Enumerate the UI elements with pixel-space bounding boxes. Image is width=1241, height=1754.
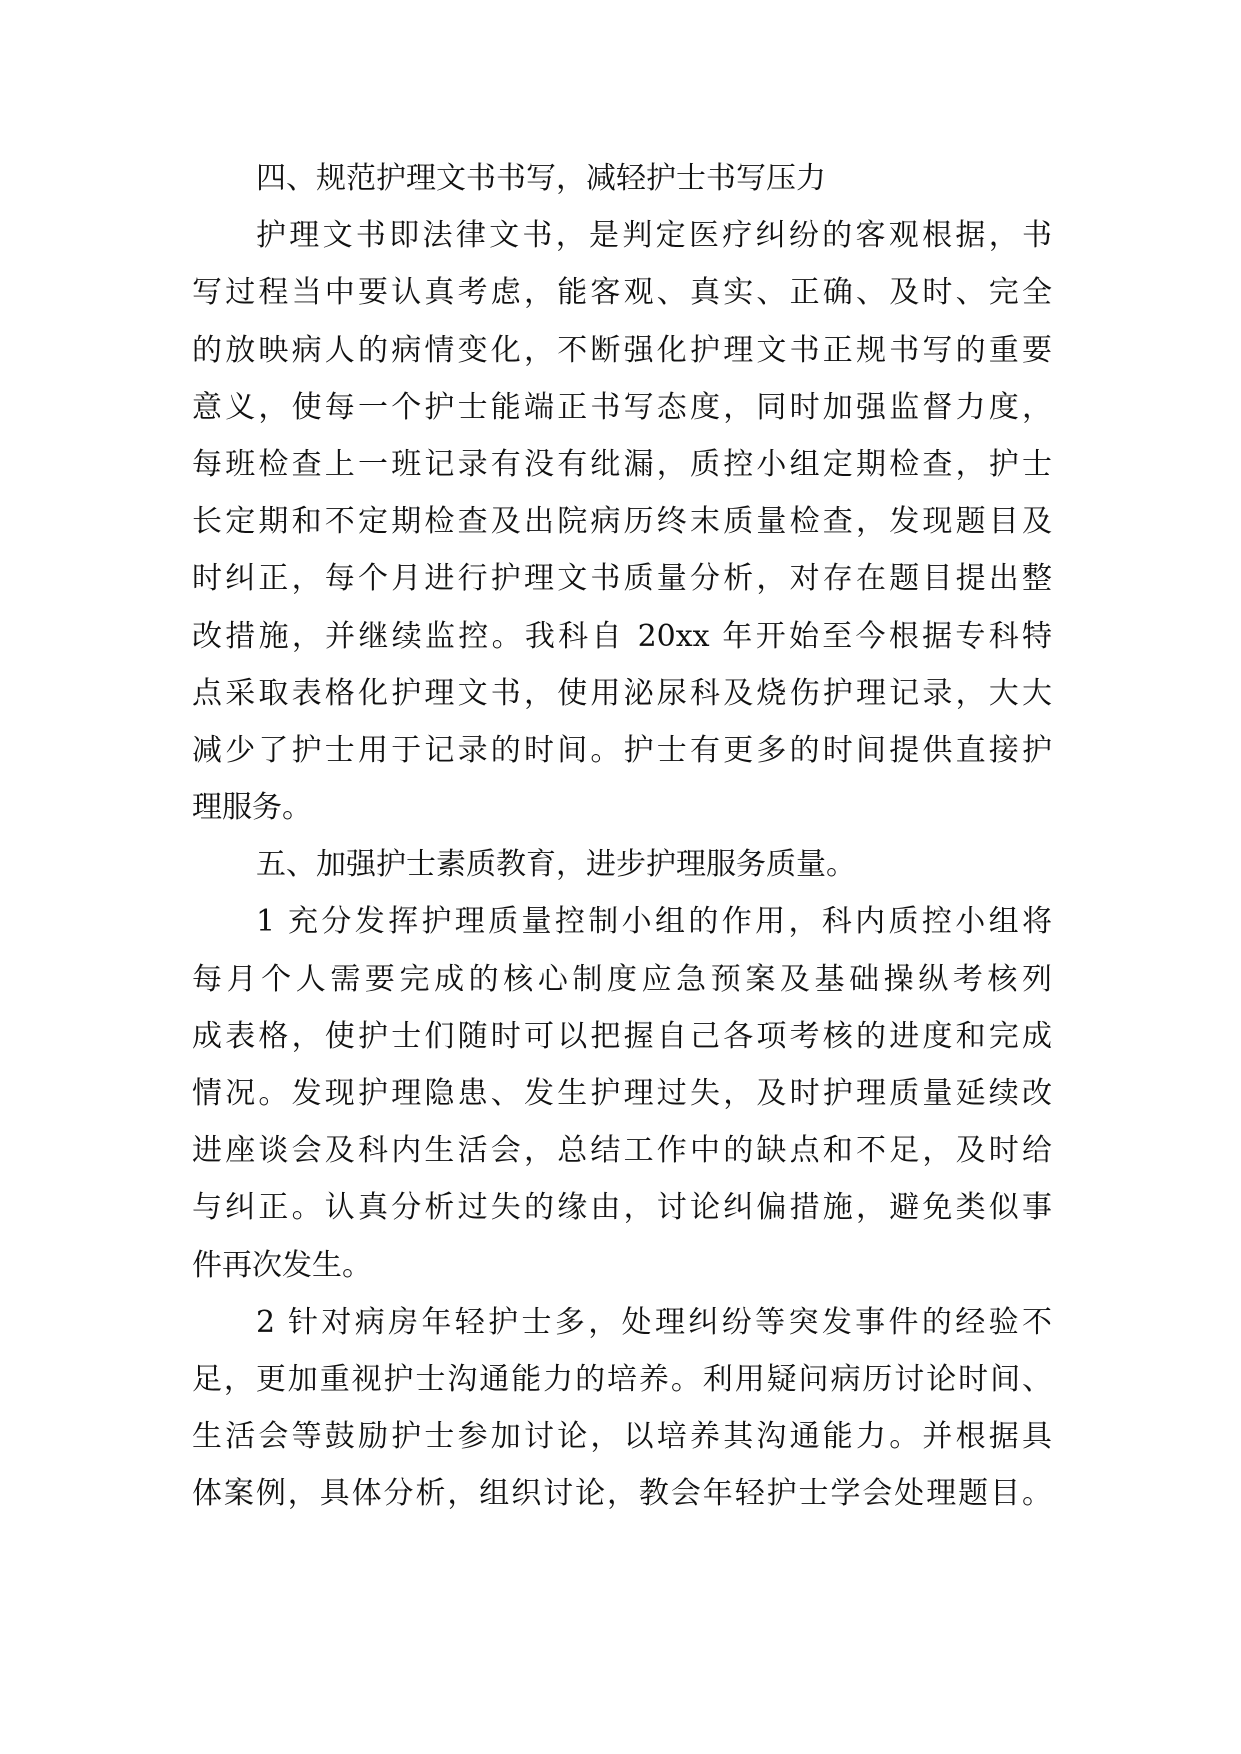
text-line: 生活会等鼓励护士参加讨论，以培养其沟通能力。并根据具 [192, 1419, 1052, 1455]
text-line: 情况。发现护理隐患、发生护理过失，及时护理质量延续改 [192, 1076, 1052, 1111]
text-line: 2 针对病房年轻护士多，处理纠纷等突发事件的经验不 [256, 1304, 1052, 1340]
text-line: 长定期和不定期检查及出院病历终末质量检查，发现题目及 [192, 504, 1052, 540]
text-line: 足，更加重视护士沟通能力的培养。利用疑问病历讨论时间、 [192, 1361, 1052, 1397]
text-line: 的放映病人的病情变化，不断强化护理文书正规书写的重要 [192, 332, 1052, 368]
text-line: 时纠正，每个月进行护理文书质量分析，对存在题目提出整 [192, 561, 1052, 597]
section-heading: 四、规范护理文书书写，减轻护士书写压力 [256, 161, 826, 196]
text-line: 理服务。 [192, 790, 312, 826]
text-line: 减少了护士用于记录的时间。护士有更多的时间提供直接护 [192, 732, 1052, 768]
text-line: 每月个人需要完成的核心制度应急预案及基础操纵考核列 [192, 961, 1052, 997]
document-body [192, 150, 1052, 1523]
text-line: 每班检查上一班记录有没有纰漏，质控小组定期检查，护士 [192, 446, 1052, 482]
text-line: 体案例，具体分析，组织讨论，教会年轻护士学会处理题目。 [192, 1476, 1052, 1512]
text-line: 意义，使每一个护士能端正书写态度，同时加强监督力度， [192, 389, 1052, 425]
text-line: 件再次发生。 [192, 1247, 372, 1283]
text-line: 进座谈会及科内生活会，总结工作中的缺点和不足，及时给 [192, 1133, 1052, 1169]
text-line: 护理文书即法律文书，是判定医疗纠纷的客观根据，书 [256, 218, 1052, 254]
text-line: 与纠正。认真分析过失的缘由，讨论纠偏措施，避免类似事 [192, 1190, 1052, 1226]
text-line: 写过程当中要认真考虑，能客观、真实、正确、及时、完全 [192, 275, 1052, 311]
section-heading: 五、加强护士素质教育，进步护理服务质量。 [256, 847, 856, 883]
text-line: 1 充分发挥护理质量控制小组的作用，科内质控小组将 [256, 904, 1052, 940]
text-line: 成表格，使护士们随时可以把握自己各项考核的进度和完成 [192, 1018, 1052, 1054]
text-line: 改措施，并继续监控。我科自 20xx 年开始至今根据专科特 [192, 618, 1052, 654]
text-line: 点采取表格化护理文书，使用泌尿科及烧伤护理记录，大大 [192, 675, 1052, 711]
